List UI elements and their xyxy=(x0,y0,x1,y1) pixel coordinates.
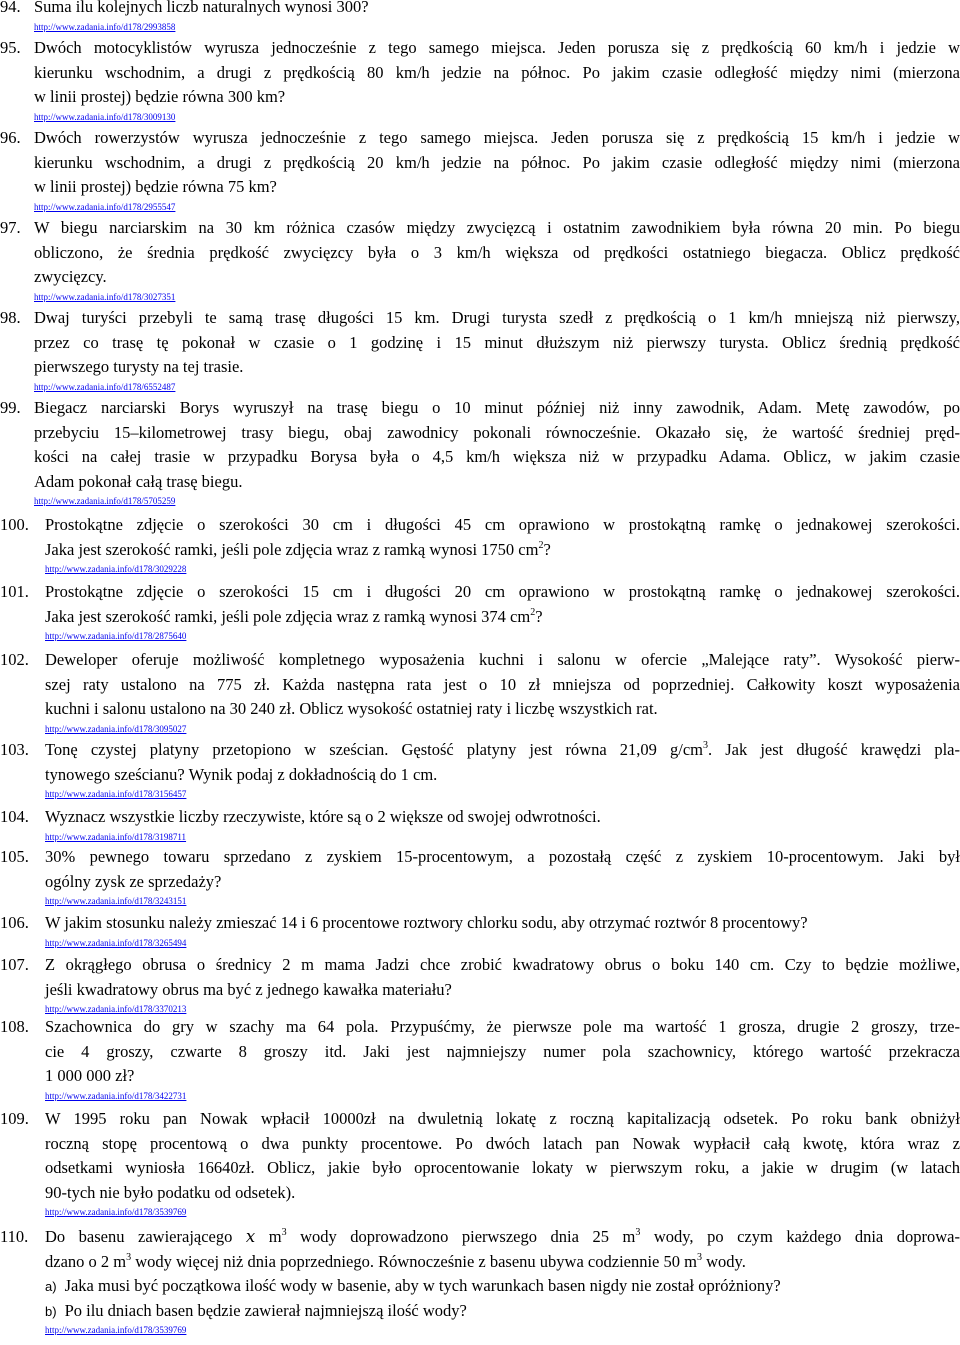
problem-text: Tonę czystej platyny przetopiono w sześcian. Gęstość platyny jest równa 21,09 $g/cm^3$. Jak jest długość krawędzi pla- xyxy=(45,740,960,759)
problem-text: 90-tych nie było podatku od odsetek). xyxy=(45,1182,296,1202)
problem-text: Do basenu zawierającego x $m^3$ wody doprowadzono pierwszego dnia 25 $m^3$ wody, po czym każdego dnia doprowa- xyxy=(45,1227,960,1246)
problem-link[interactable]: http://www.zadania.info/d178/3243151 xyxy=(45,896,187,906)
problem-number: 97. xyxy=(0,218,21,237)
problem-link[interactable]: http://www.zadania.info/d178/3198711 xyxy=(45,831,187,842)
problem-text: 30% pewnego towaru sprzedano z zyskiem 15-procentowym, a pozostałą część z zyskiem 10-procentowym. Jaki był xyxy=(45,847,960,866)
problem-link[interactable]: http://www.zadania.info/d178/3265494 xyxy=(45,937,187,948)
math-variable: x xyxy=(245,1227,256,1246)
problem-text: zwycięzcy. xyxy=(34,267,107,286)
problem-link[interactable]: http://www.zadania.info/d178/2955547 xyxy=(34,201,176,212)
problem-link[interactable]: http://www.zadania.info/d178/3370213 xyxy=(45,1004,187,1014)
problem-number: 103. xyxy=(0,740,29,759)
subquestion-a: a) Jaka musi być początkowa ilość wody w basenie, aby w tych warunkach basen nigdy nie został opróżniony? xyxy=(45,1276,781,1295)
problem-number: 106. xyxy=(0,913,29,932)
problem-text: Prostokątne zdjęcie o szerokości 30 cm i długości 45 cm oprawiono w prostokątną ramkę o jednakowej szerokości. xyxy=(45,515,960,534)
problem-text: jeśli kwadratowy obrus ma być z jednego kawałka materiału? xyxy=(45,979,452,999)
problem-link[interactable]: http://www.zadania.info/d178/3156457 xyxy=(45,789,187,799)
problem-number: 101. xyxy=(0,582,29,601)
problem-number: 96. xyxy=(0,128,21,147)
problem-number: 98. xyxy=(0,308,21,327)
problem-link[interactable]: http://www.zadania.info/d178/3539769 xyxy=(45,1325,187,1335)
problem-text: Dwóch rowerzystów wyrusza jednocześnie z tego samego miejsca. Jeden porusza się z prędkością 15 km/h i jedzie w xyxy=(34,128,960,147)
problem-text: Deweloper oferuje możliwość kompletnego wyposażenia kuchni i salonu w ofercie „Malejące raty”. Wysokość pierw- xyxy=(45,650,960,669)
problem-text: szej raty ustalono na 775 zł. Każda następna rata jest o 10 zł mniejsza od poprzedniej. Całkowity koszt wyposażenia xyxy=(45,674,960,694)
problem-number: 107. xyxy=(0,955,29,974)
problem-text: Dwóch motocyklistów wyrusza jednocześnie z tego samego miejsca. Jeden porusza się z prędkością 60 km/h i jedzie w xyxy=(34,38,960,57)
problem-text: kuchni i salonu ustalono na 30 240 zł. Oblicz wysokość ostatniej raty i liczbę wszystkich rat. xyxy=(45,699,658,718)
problem-number: 94. xyxy=(0,0,21,16)
problem-text: Jaka jest szerokość ramki, jeśli pole zdjęcia wraz z ramką wynosi 374 $cm^2$? xyxy=(45,606,543,626)
problem-number: 108. xyxy=(0,1017,29,1036)
problem-text: kierunku wschodnim, a drugi z prędkością 80 km/h jedzie na północ. Po jakim czasie odległość między nimi (mierzona xyxy=(34,62,960,82)
problem-text: przez co trasę tę pokonał w czasie o 1 godzinę i 15 minut dłuższym niż pierwszy turysta. Oblicz średnią prędkość xyxy=(34,332,960,352)
problem-text: obliczono, że średnia prędkość zwycięzcy była o 3 km/h większa od prędkości ostatniego biegacza. Oblicz prędkość xyxy=(34,242,960,262)
problem-number: 110. xyxy=(0,1227,29,1246)
problem-link[interactable]: http://www.zadania.info/d178/3422731 xyxy=(45,1090,187,1101)
subquestion-b: b) Po ilu dniach basen będzie zawierał najmniejszą ilość wody? xyxy=(45,1300,467,1320)
problem-text: Wyznacz wszystkie liczby rzeczywiste, które są o 2 większe od swojej odwrotności. xyxy=(45,807,601,826)
problem-text: kości na całej trasie w przypadku Borysa była o 4,5 km/h większa niż w przypadku Adama. Oblicz, w jakim czasie xyxy=(34,447,960,466)
problem-text: Dwaj turyści przebyli te samą trasę długości 15 km. Drugi turysta szedł z prędkością o 1 km/h mniejszą niż pierwszy, xyxy=(34,308,960,327)
problem-text: Biegacz narciarski Borys wyruszył na trasę biegu o 10 minut później niż inny zawodnik, Adam. Metę zawodów, po xyxy=(34,398,960,417)
problem-text: Jaka jest szerokość ramki, jeśli pole zdjęcia wraz z ramką wynosi 1750 $cm^2$? xyxy=(45,539,551,559)
problem-link[interactable]: http://www.zadania.info/d178/3029228 xyxy=(45,564,187,574)
problem-text: w linii prostej) będzie równa 75 km? xyxy=(34,177,277,196)
problem-text: Szachownica do gry w szachy ma 64 pola. Przypuśćmy, że pierwsze pole ma wartość 1 grosza, drugie 2 groszy, trze- xyxy=(45,1017,960,1036)
problem-number: 99. xyxy=(0,398,21,417)
problem-text: Z okrągłego obrusa o średnicy 2 m mama Jadzi chce zrobić kwadratowy obrus o boku 140 cm. Czy to będzie możliwe, xyxy=(45,955,960,974)
problem-text: Prostokątne zdjęcie o szerokości 15 cm i długości 20 cm oprawiono w prostokątną ramkę o jednakowej szerokości. xyxy=(45,582,960,601)
problem-number: 105. xyxy=(0,847,29,866)
problem-text: odsetkami wyniosła 16640zł. Oblicz, jakie było oprocentowanie lokaty w pierwszym roku, a jakie w drugim (w latach xyxy=(45,1158,960,1177)
problem-link[interactable]: http://www.zadania.info/d178/5705259 xyxy=(34,496,176,506)
problem-number: 102. xyxy=(0,650,29,669)
problem-text: Suma ilu kolejnych liczb naturalnych wynosi 300? xyxy=(34,0,369,16)
problem-number: 95. xyxy=(0,38,21,57)
problem-text: Adam pokonał całą trasę biegu. xyxy=(34,471,243,491)
problem-link[interactable]: http://www.zadania.info/d178/3095027 xyxy=(45,723,187,734)
problem-text: roczną stopę procentową o dwa punkty procentowe. Po dwóch latach pan Nowak wypłacił całą kwotę, która wraz z xyxy=(45,1133,960,1153)
problem-number: 109. xyxy=(0,1109,29,1128)
problem-link[interactable]: http://www.zadania.info/d178/3027351 xyxy=(34,291,176,302)
problem-text: cie 4 groszy, czwarte 8 groszy itd. Jaki jest najmniejszy numer pola szachownicy, którego wartość przekracza xyxy=(45,1041,960,1061)
problem-number: 104. xyxy=(0,807,29,826)
problem-text: w linii prostej) będzie równa 300 km? xyxy=(34,87,286,106)
problem-link[interactable]: http://www.zadania.info/d178/3009130 xyxy=(34,111,176,122)
problem-link[interactable]: http://www.zadania.info/d178/2993858 xyxy=(34,21,176,32)
problem-text: W 1995 roku pan Nowak wpłacił 10000zł na dwuletnią lokatę z roczną kapitalizacją odsetek. Po roku bank obniżył xyxy=(45,1109,960,1128)
problem-link[interactable]: http://www.zadania.info/d178/2875640 xyxy=(45,631,187,641)
problem-text: ogólny zysk ze sprzedaży? xyxy=(45,871,222,891)
problem-text: przebyciu 15–kilometrowej trasy biegu, obaj zawodnicy pokonali równocześnie. Okazało się, że wartość średniej pręd- xyxy=(34,422,960,442)
problem-text: W jakim stosunku należy zmieszać 14 i 6 procentowe roztwory chlorku sodu, aby otrzymać roztwór 8 procentowy? xyxy=(45,913,808,932)
problem-text: W biegu narciarskim na 30 km różnica czasów między zwycięzcą i ostatnim zawodnikiem była równa 20 min. Po biegu xyxy=(34,218,960,237)
problem-link[interactable]: http://www.zadania.info/d178/6552487 xyxy=(34,381,176,392)
problem-number: 100. xyxy=(0,515,29,534)
problem-text: kierunku wschodnim, a drugi z prędkością 20 km/h jedzie na północ. Po jakim czasie odległość między nimi (mierzona xyxy=(34,152,960,172)
problem-text: 1 000 000 zł? xyxy=(45,1066,135,1085)
problem-text: pierwszego turysty na tej trasie. xyxy=(34,357,244,376)
problem-text: dzano o 2 $m^3$ wody więcej niż dnia poprzedniego. Równocześnie z basenu ubywa codziennie 50 $m^3$ wody. xyxy=(45,1251,746,1271)
problem-link[interactable]: http://www.zadania.info/d178/3539769 xyxy=(45,1207,187,1217)
problem-text: tynowego sześcianu? Wynik podaj z dokładnością do 1 cm. xyxy=(45,764,438,784)
